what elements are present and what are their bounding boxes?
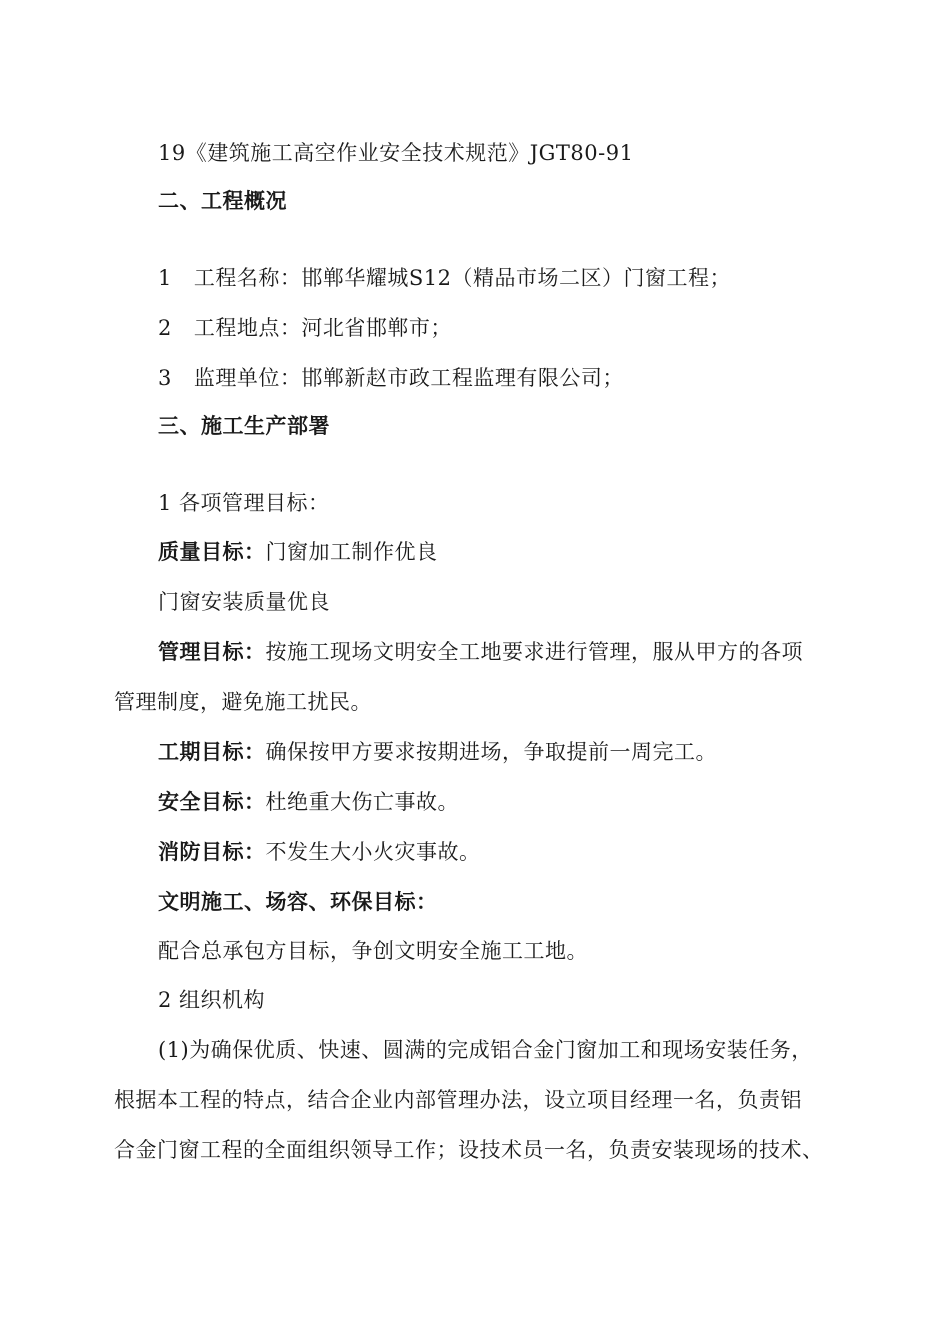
reference-19: 19《建筑施工高空作业安全技术规范》JGT80-91 bbox=[158, 141, 634, 165]
quality-goal bbox=[158, 537, 438, 567]
management-goal-text-2: 管理制度，避免施工扰民。 bbox=[114, 690, 372, 714]
safety-goal bbox=[158, 787, 459, 817]
management-goal bbox=[158, 637, 803, 667]
overview-item-2 bbox=[158, 313, 452, 343]
overview-item-1 bbox=[158, 263, 731, 293]
civil-goal-text: 配合总承包方目标，争创文明安全施工工地。 bbox=[158, 939, 588, 963]
subsection-1-title: 1 各项管理目标： bbox=[158, 491, 330, 515]
section-3-title: 三、施工生产部署 bbox=[158, 413, 330, 438]
section-2-title: 二、工程概况 bbox=[158, 188, 287, 213]
quality-goal-text-2: 门窗安装质量优良 bbox=[158, 590, 330, 614]
management-goal-text: 按施工现场文明安全工地要求进行管理，服从甲方的各项 bbox=[265, 640, 803, 664]
schedule-goal-text: 确保按甲方要求按期进场，争取提前一周完工。 bbox=[265, 740, 717, 764]
subsection-2-title: 2 组织机构 bbox=[158, 988, 266, 1012]
fire-goal bbox=[158, 837, 481, 867]
quality-goal-label: 质量目标： bbox=[158, 539, 266, 564]
overview-item-text: 监理单位：邯郸新赵市政工程监理有限公司； bbox=[193, 366, 624, 390]
org-paragraph-line-3: 合金门窗工程的全面组织领导工作；设技术员一名，负责安装现场的技术、 bbox=[114, 1138, 824, 1162]
overview-item-number: 3 bbox=[158, 366, 172, 390]
org-paragraph-line-1: (1)为确保优质、快速、圆满的完成铝合金门窗加工和现场安装任务， bbox=[158, 1038, 813, 1062]
fire-goal-text: 不发生大小火灾事故。 bbox=[265, 840, 481, 864]
overview-item-number: 1 bbox=[158, 266, 172, 290]
safety-goal-label: 安全目标： bbox=[158, 789, 266, 814]
management-goal-label: 管理目标： bbox=[158, 639, 266, 664]
safety-goal-text: 杜绝重大伤亡事故。 bbox=[265, 790, 459, 814]
org-paragraph-line-2: 根据本工程的特点，结合企业内部管理办法，设立项目经理一名，负责铝 bbox=[114, 1088, 802, 1112]
civil-goal-label: 文明施工、场容、环保目标： bbox=[158, 889, 438, 914]
schedule-goal bbox=[158, 737, 717, 767]
fire-goal-label: 消防目标： bbox=[158, 839, 266, 864]
quality-goal-text: 门窗加工制作优良 bbox=[265, 540, 438, 564]
overview-item-number: 2 bbox=[158, 316, 172, 340]
overview-item-text: 工程名称：邯郸华耀城S12（精品市场二区）门窗工程； bbox=[193, 266, 731, 290]
overview-item-3 bbox=[158, 363, 624, 393]
schedule-goal-label: 工期目标： bbox=[158, 739, 266, 764]
overview-item-text: 工程地点：河北省邯郸市； bbox=[193, 316, 452, 340]
